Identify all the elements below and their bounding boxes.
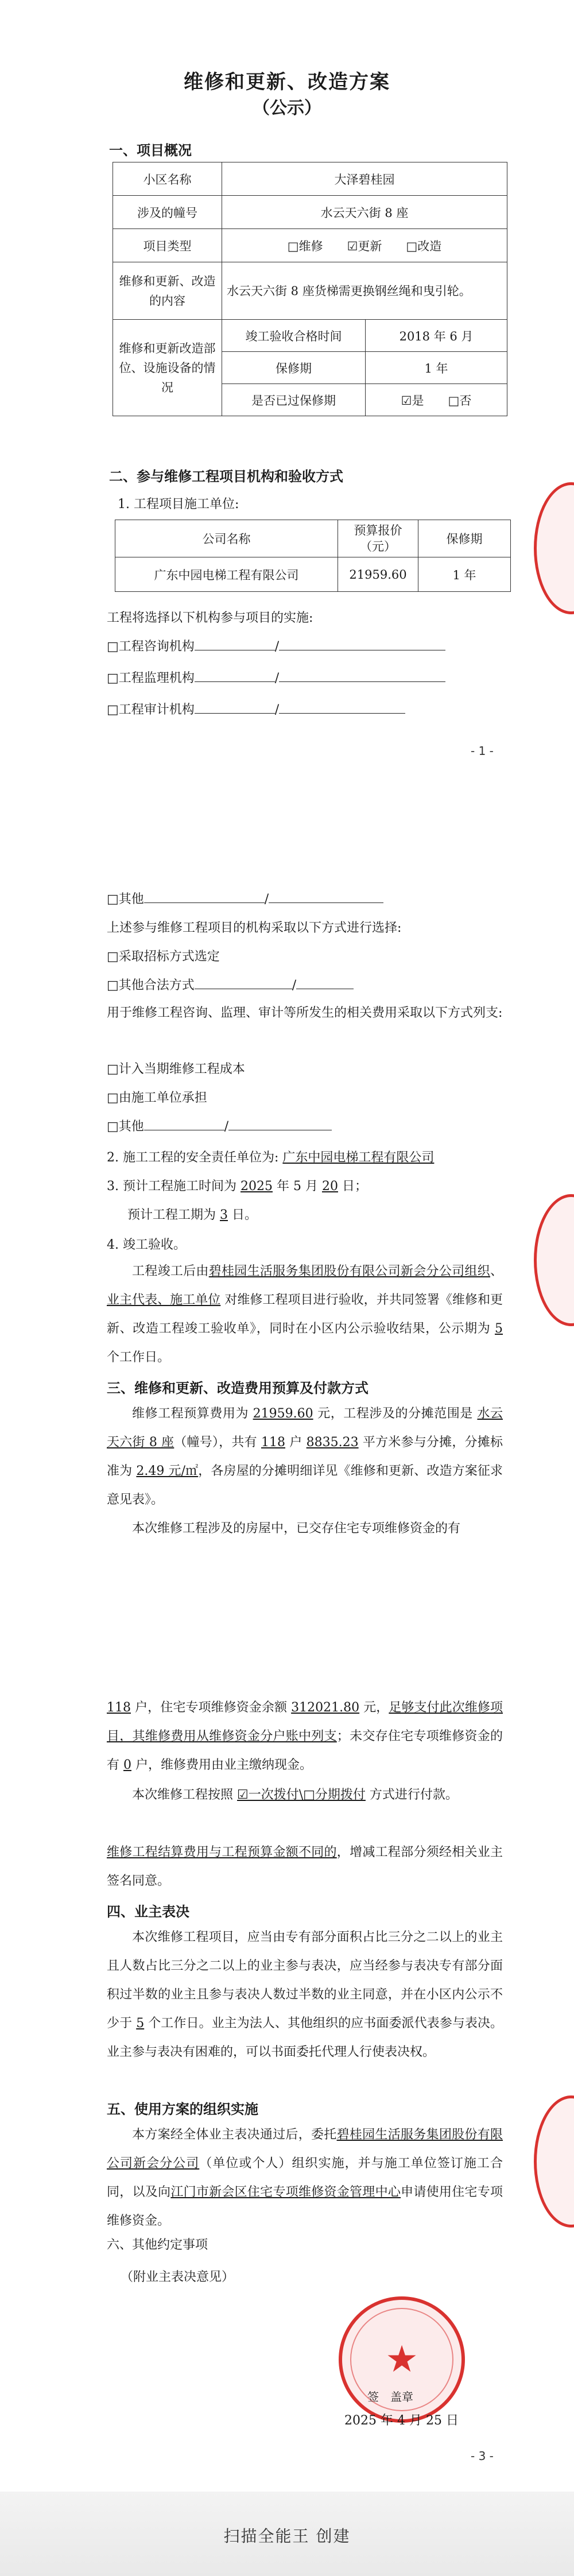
blank-line xyxy=(144,890,265,903)
fund-balance: 312021.80 xyxy=(291,1700,360,1715)
impl-b: （单位或个人）组织实施，并与施工单位签订施工合同，以及向 xyxy=(107,2156,503,2199)
vote-b: 个工作日。业主为法人、其他组织的应书面委派代表参与表决。业主参与表决有困难的，可以书面委托代理人行使表决权。 xyxy=(107,2016,503,2059)
vote-a: 本次维修工程项目，应当由专有部分面积占比三分之二以上的业主且人数占比三分之二以上的业主参与表决，应当经参与表决专有部分面积过半数的业主且参与表决人数过半数的业主同意，并在小区内公示不少于 xyxy=(107,1930,503,2031)
pay-b: 方式进行付款。 xyxy=(365,1788,458,1802)
blank-line xyxy=(144,1118,224,1130)
document-subtitle: （公示） xyxy=(253,98,321,118)
item-3-mid: 年 5 月 xyxy=(272,1179,322,1194)
method-2-row xyxy=(107,976,354,995)
impl-center: 江门市新会区住宅专项维修资金管理中心 xyxy=(170,2185,401,2199)
settle-a: 维修工程结算费用与工程预算金额不同的 xyxy=(107,1845,337,1860)
warranty-cell: 1 年 xyxy=(418,557,511,592)
period-prefix: 预计工程工期为 xyxy=(127,1208,220,1222)
budget-paragraph xyxy=(107,1400,503,1514)
col-warranty-header: 保修期 xyxy=(418,520,511,557)
acceptance-paragraph xyxy=(107,1257,503,1372)
content-label: 维修和更新、改造的内容 xyxy=(113,262,222,320)
standard: 2.49 元/㎡ xyxy=(136,1464,199,1478)
budget-a: 维修工程预算费用为 xyxy=(132,1407,253,1421)
type-options: □维修 ☑更新 □改造 xyxy=(222,229,507,262)
item-2-row xyxy=(107,1148,434,1168)
accept-label: 竣工验收合格时间 xyxy=(222,320,366,352)
fund-e: ；未交存住宅专项维修资金的有 xyxy=(107,1729,503,1772)
fund-paragraph xyxy=(107,1694,503,1780)
acceptance-d: 对维修工程项目进行验收，并共同签署《维修和更新、改造工程竣工验收单》，同时在小区内公示验收结果，公示期为 xyxy=(107,1293,503,1336)
sign-label: 签 盖章 xyxy=(367,2390,413,2404)
section-1-heading: 一、项目概况 xyxy=(109,142,192,158)
item-2-prefix: 2. 施工工程的安全责任单位为: xyxy=(107,1151,283,1165)
budget-f: ，各房屋的分摊明细详见《维修和更新、改造方案征求意见表》。 xyxy=(107,1464,503,1507)
section-2-heading: 二、参与维修工程项目机构和验收方式 xyxy=(109,468,343,485)
page-number-1: - 1 - xyxy=(471,744,494,758)
fund-intro: 本次维修工程涉及的房屋中，已交存住宅专项维修资金的有 xyxy=(132,1521,461,1536)
select-text: 工程将选择以下机构参与项目的实施: xyxy=(107,611,313,625)
section-6-heading: 六、其他约定事项 xyxy=(107,2238,208,2252)
period-row xyxy=(127,1206,257,1225)
impl-c: 申请使用住宅专项维修资金。 xyxy=(107,2185,503,2228)
area: 8835.23 xyxy=(306,1435,359,1450)
blank-line xyxy=(279,701,405,714)
start-year: 2025 xyxy=(240,1179,273,1194)
type-label: 项目类型 xyxy=(113,229,222,262)
impl-a: 本方案经全体业主表决通过后，委托 xyxy=(132,2128,337,2142)
slash: / xyxy=(264,892,269,907)
budget-e: 平方米参与分摊，分摊标准为 xyxy=(107,1435,503,1478)
fund-c: 元， xyxy=(359,1700,389,1715)
fund-d: 足够支付此次维修项目，其维修费用从维修资金分户账中列支 xyxy=(107,1700,503,1744)
item-3-prefix: 3. 预计工程施工时间为 xyxy=(107,1179,241,1194)
acceptance-e: 个工作日。 xyxy=(107,1350,170,1365)
building-value: 水云天六街 8 座 xyxy=(222,196,507,229)
acceptance-org: 碧桂园生活服务集团股份有限公司新会分公司组织 xyxy=(208,1264,490,1279)
acceptance-a: 工程竣工后由 xyxy=(132,1264,209,1279)
slash: / xyxy=(274,703,280,717)
item-3-suffix: 日； xyxy=(338,1179,367,1194)
slash: / xyxy=(224,1120,229,1134)
safety-unit: 广东中园电梯工程有限公司 xyxy=(282,1151,435,1165)
implementation-paragraph xyxy=(107,2121,503,2236)
page-1 xyxy=(0,0,574,781)
blank-line xyxy=(195,701,275,714)
attached-note: （附业主表决意见） xyxy=(121,2270,235,2284)
scanner-label: 扫描全能王 创建 xyxy=(223,2527,351,2546)
blank-line xyxy=(279,638,445,650)
fund-f: 户，维修费用由业主缴纳现金。 xyxy=(131,1758,312,1772)
blank-line xyxy=(195,638,275,650)
section-3-heading: 三、维修和更新、改造费用预算及付款方式 xyxy=(107,1380,369,1396)
price-cell: 21959.60 xyxy=(338,557,418,592)
impl-org: 碧桂园生活服务集团股份有限公司新会分公司 xyxy=(107,2128,503,2171)
org-audit-label: □工程审计机构 xyxy=(107,703,195,717)
contractor-table xyxy=(115,520,511,592)
start-day: 20 xyxy=(321,1179,338,1194)
blank-line xyxy=(269,890,383,903)
fee-intro: 用于维修工程咨询、监理、审计等所发生的相关费用采取以下方式列支: xyxy=(107,1006,503,1020)
budget-value: 21959.60 xyxy=(253,1407,313,1421)
accept-value: 2018 年 6 月 xyxy=(366,320,507,352)
households: 118 xyxy=(261,1435,285,1450)
org-other-row xyxy=(107,890,383,909)
building-label: 涉及的幢号 xyxy=(113,196,222,229)
fee-1: □计入当期维修工程成本 xyxy=(107,1062,245,1076)
edge-seal-icon xyxy=(534,482,574,614)
vote-days: 5 xyxy=(136,2016,145,2031)
page-number-3: - 3 - xyxy=(471,2449,494,2463)
community-label: 小区名称 xyxy=(113,162,222,196)
payment-paragraph xyxy=(107,1781,503,1810)
fee-3-row xyxy=(107,1117,332,1137)
org-audit-row xyxy=(107,700,405,720)
pay-options: ☑一次拨付\□分期拨付 xyxy=(237,1788,366,1802)
item-3-row xyxy=(107,1177,367,1196)
warranty-value: 1 年 xyxy=(366,352,507,384)
document-title: 维修和更新、改造方案 xyxy=(184,71,390,94)
org-supervise-row xyxy=(107,669,445,688)
col-company-header: 公司名称 xyxy=(115,520,338,557)
section-4-heading: 四、业主表决 xyxy=(107,1903,189,1920)
org-consult-row xyxy=(107,637,445,657)
edge-seal-icon xyxy=(534,1194,574,1326)
blank-line xyxy=(296,977,354,989)
page-2 xyxy=(0,781,574,1671)
fee-2: □由施工单位承担 xyxy=(107,1091,207,1105)
method-2-label: □其他合法方式 xyxy=(107,978,195,993)
community-value: 大泽碧桂园 xyxy=(222,162,507,196)
scope: 水云天六街 8 座 xyxy=(107,1407,503,1450)
expired-value: ☑是 □否 xyxy=(366,384,507,416)
method-intro: 上述参与维修工程项目的机构采取以下方式进行选择: xyxy=(107,921,402,935)
settlement-paragraph xyxy=(107,1838,503,1896)
blank-line xyxy=(195,977,292,989)
expired-label: 是否已过保修期 xyxy=(222,384,366,416)
vote-paragraph xyxy=(107,1923,503,2067)
settle-b: ，增减工程部分须经相关业主签名同意。 xyxy=(107,1845,503,1888)
slash: / xyxy=(292,978,297,993)
acceptance-b: 、 xyxy=(490,1264,503,1279)
blank-line xyxy=(279,669,445,682)
slash: / xyxy=(274,640,280,654)
item-1-text: 1. 工程项目施工单位: xyxy=(118,497,239,512)
warranty-label: 保修期 xyxy=(222,352,366,384)
item-4: 4. 竣工验收。 xyxy=(107,1238,186,1252)
content-value: 水云天六街 8 座货梯需更换钢丝绳和曳引轮。 xyxy=(222,262,507,320)
fee-3-label: □其他 xyxy=(107,1120,144,1134)
budget-d: 户 xyxy=(285,1435,307,1450)
company-cell: 广东中园电梯工程有限公司 xyxy=(115,557,338,592)
fund-b: 户，住宅专项维修资金余额 xyxy=(131,1700,292,1715)
edge-seal-icon xyxy=(534,2095,574,2228)
org-supervise-label: □工程监理机构 xyxy=(107,671,195,685)
blank-line xyxy=(228,1118,332,1130)
period-days: 3 xyxy=(220,1208,228,1222)
slash: / xyxy=(274,671,280,685)
method-1: □采取招标方式选定 xyxy=(107,950,220,964)
budget-b: 元，工程涉及的分摊范围是 xyxy=(313,1407,478,1421)
fund-none: 0 xyxy=(123,1758,131,1772)
scanner-footer xyxy=(0,2492,574,2576)
sign-date: 2025 年 4 月 25 日 xyxy=(344,2414,459,2428)
blank-line xyxy=(195,669,275,682)
seal-star-icon: ★ xyxy=(385,2338,418,2381)
page-3 xyxy=(0,1671,574,2492)
org-other-label: □其他 xyxy=(107,892,144,907)
fund-households: 118 xyxy=(107,1700,131,1715)
budget-c: （幢号），共有 xyxy=(174,1435,261,1450)
acceptance-c: 业主代表、施工单位 xyxy=(107,1293,221,1307)
org-consult-label: □工程咨询机构 xyxy=(107,640,195,654)
section-5-heading: 五、使用方案的组织实施 xyxy=(107,2101,258,2117)
col-price-header: 预算报价（元） xyxy=(338,520,418,557)
project-overview-table xyxy=(113,162,507,416)
period-suffix: 日。 xyxy=(228,1208,257,1222)
pay-a: 本次维修工程按照 xyxy=(132,1788,237,1802)
acceptance-days: 5 xyxy=(495,1322,503,1336)
info-label: 维修和更新改造部位、设施设备的情况 xyxy=(113,320,222,416)
